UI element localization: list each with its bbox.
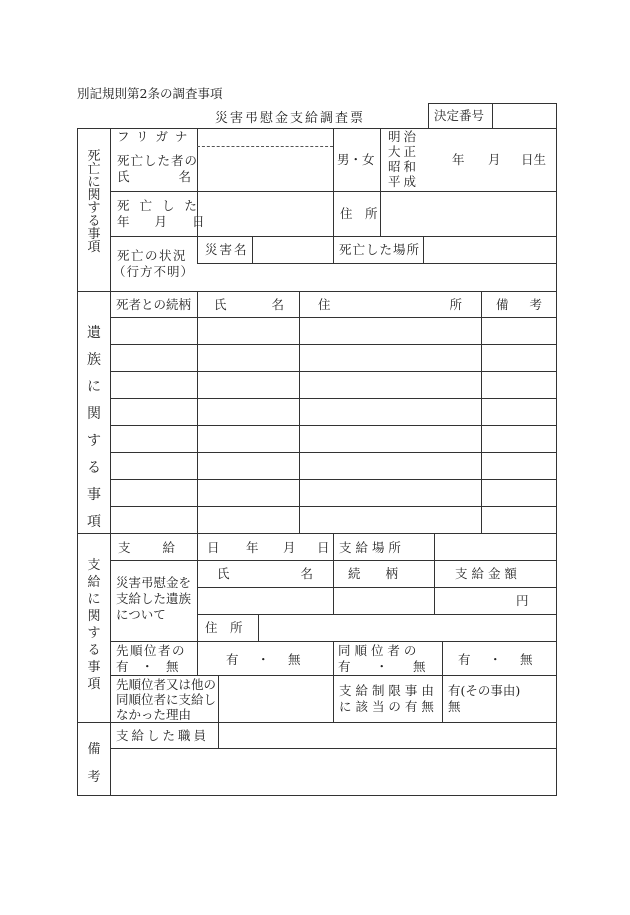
restriction-option-no[interactable]: 無 [448,699,461,714]
restriction-label-line1: 支 給 制 限 事 由 [339,683,434,698]
death-status-field[interactable] [198,264,555,290]
remarks-field[interactable] [111,749,555,794]
deceased-name-field[interactable] [198,148,332,190]
same-rank-label-line1: 同 順 位 者 の [338,643,417,658]
paid-family-relation-field[interactable] [334,588,433,613]
paid-family-address-label: 住 所 [205,620,243,635]
paid-family-label-line2: 支給した遺族 [116,591,192,606]
death-status-label-line2: （行方不明） [113,264,195,279]
payment-amount-header: 支 給 金 額 [455,566,517,581]
death-section-heading: 死亡に関する事項 [87,149,101,255]
birth-day-label: 日生 [521,152,547,167]
paid-family-name-header: 氏 名 [217,566,313,581]
era-taisho[interactable]: 大正 [388,144,420,159]
death-date-label-line2: 年 月 日 [117,214,205,229]
address-field[interactable] [381,192,555,235]
form-caption: 別記規則第2条の調査事項 [77,86,223,101]
col-name-header: 氏 名 [214,297,284,312]
death-status-label-line1: 死亡の状況 [117,248,188,263]
col-remarks-header: 備 考 [496,297,542,312]
payment-year-label: 年 [246,540,259,555]
decision-number-label: 決定番号 [434,108,485,123]
payment-date-label: 支 給 日 [118,540,234,555]
birth-year-label: 年 [452,152,465,167]
yen-unit: 円 [516,593,529,608]
restriction-option-yes[interactable]: 有(その事由) [448,683,521,698]
paid-family-relation-header: 続 柄 [348,566,399,581]
paid-family-label-line1: 災害弔慰金を [116,575,192,590]
payment-amount-field[interactable] [435,588,555,613]
birth-month-label: 月 [488,152,501,167]
disaster-name-field[interactable] [253,237,332,262]
paying-staff-field[interactable] [219,723,555,747]
paid-family-address-field[interactable] [259,615,555,640]
prior-rank-selector[interactable]: 有 ・ 無 [226,652,304,667]
death-place-field[interactable] [424,237,555,262]
reason-label-line1: 先順位者又は他の [116,677,217,692]
form-title: 災害弔慰金支給調査票 [214,111,365,126]
payment-place-field[interactable] [435,534,555,559]
family-section-heading: 遺族に関する事項 [87,325,101,530]
furigana-label: フリガナ [117,129,195,144]
prior-rank-label-line1: 先順位者の [116,643,187,658]
era-showa[interactable]: 昭和 [388,159,420,174]
paid-family-name-field[interactable] [198,588,332,613]
col-relation-header: 死者との続柄 [116,297,192,312]
deceased-name-label-line2: 氏 名 [117,169,191,184]
remarks-section-heading: 備考 [87,742,101,785]
payment-day-label: 日 [317,540,330,555]
paid-family-label-line3: について [116,607,166,622]
reason-label-line2: 同順位者に支給し [116,692,217,707]
prior-rank-label-line2: 有 ・ 無 [116,659,179,674]
era-meiji[interactable]: 明治 [388,129,420,144]
paying-staff-label: 支給した職員 [116,728,210,743]
disaster-name-label: 災害名 [205,242,249,257]
furigana-field[interactable] [198,129,332,145]
payment-month-label: 月 [283,540,296,555]
death-date-label-line1: 死 亡 し た [117,198,200,213]
col-address-header: 住 所 [318,297,462,312]
era-heisei[interactable]: 平成 [388,174,420,189]
payment-section-heading: 支給に関する事項 [87,558,101,692]
deceased-name-label-line1: 死亡した者の [117,153,199,168]
death-date-field[interactable] [198,192,332,235]
decision-number-field[interactable] [493,104,556,128]
sex-selector[interactable]: 男・女 [337,152,375,167]
same-rank-label-line2: 有 ・ 無 [338,659,426,674]
restriction-label-line2: に 該 当 の 有 無 [339,699,434,714]
address-label: 住 所 [340,206,378,221]
payment-place-label: 支 給 場 所 [339,540,401,555]
same-rank-selector[interactable]: 有 ・ 無 [458,652,536,667]
reason-field[interactable] [219,676,332,721]
death-place-label: 死亡した場所 [339,242,421,257]
reason-label-line3: なかった理由 [116,707,192,722]
